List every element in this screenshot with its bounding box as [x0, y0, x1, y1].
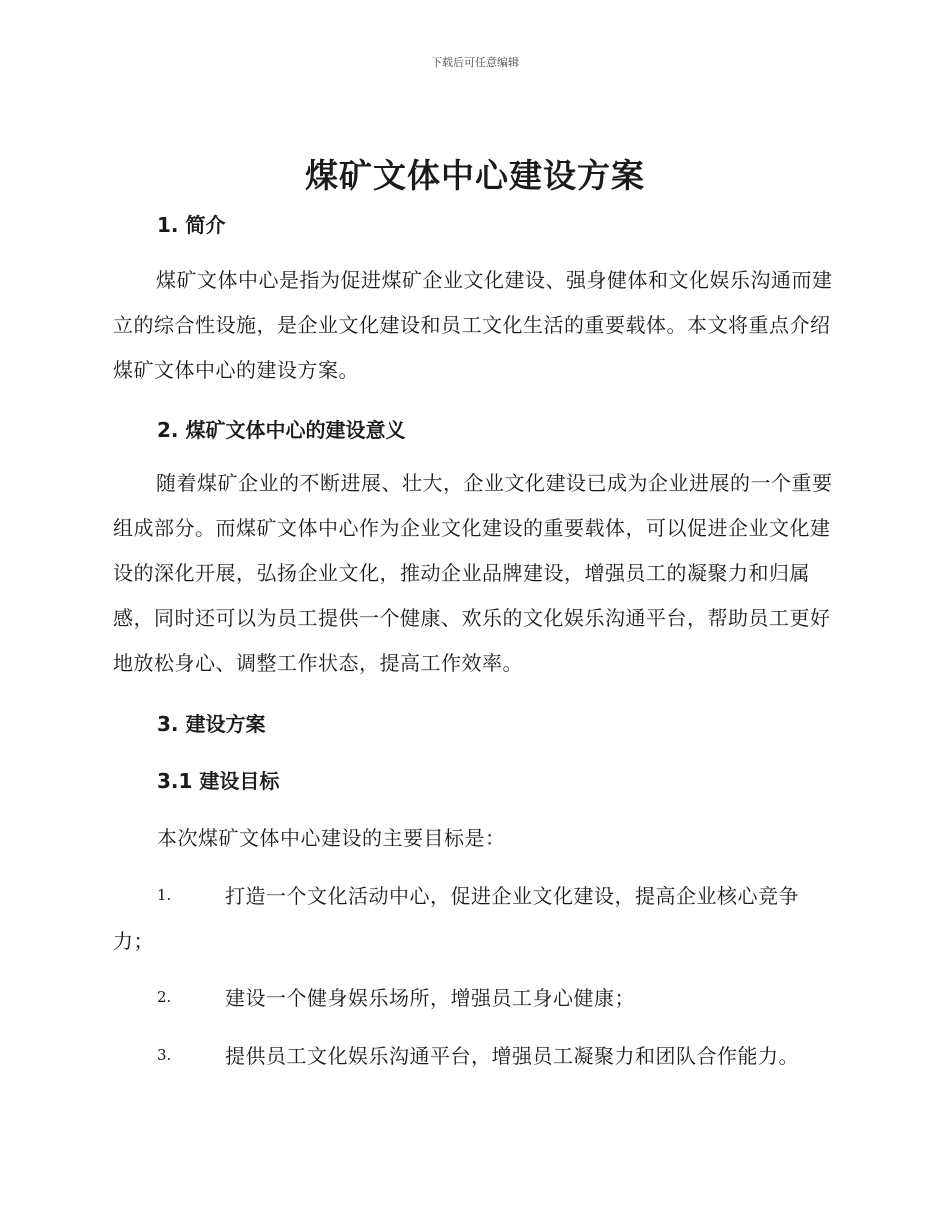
goals-intro: 本次煤矿文体中心建设的主要目标是： — [157, 826, 506, 850]
section-heading-plan: 3. 建设方案 — [157, 712, 266, 736]
list-item-text: 建设一个健身娱乐场所，增强员工身心健康； — [225, 986, 635, 1010]
list-item-number: 3. — [157, 1046, 172, 1064]
section-body-intro: 煤矿文体中心是指为促进煤矿企业文化建设、强身健体和文化娱乐沟通而建立的综合性设施，是企业文化建设和员工文化生活的重要载体。本文将重点介绍煤矿文体中心的建设方案。 — [113, 268, 833, 382]
subsection-heading-goals: 3.1 建设目标 — [157, 769, 280, 793]
section-heading-significance: 2. 煤矿文体中心的建设意义 — [157, 418, 406, 442]
section-body-significance: 随着煤矿企业的不断进展、壮大，企业文化建设已成为企业进展的一个重要组成部分。而煤矿文体中心作为企业文化建设的重要载体，可以促进企业文化建设的深化开展，弘扬企业文化，推动企业品牌建设，增强员工的凝聚力和归属感，同时还可以为员工提供一个健康、欢乐的文化娱乐沟通平台，帮助员工更好地放松身心、调整工作状态，提高工作效率。 — [113, 471, 833, 675]
section-heading-intro: 1. 简介 — [157, 213, 226, 237]
document-title: 煤矿文体中心建设方案 — [305, 156, 645, 195]
list-item-number: 2. — [157, 988, 172, 1006]
list-item-text: 提供员工文化娱乐沟通平台，增强员工凝聚力和团队合作能力。 — [225, 1044, 799, 1068]
list-item-text-continuation: 力； — [113, 929, 154, 953]
list-item-number: 1. — [157, 886, 172, 904]
page-header-note: 下载后可任意编辑 — [431, 56, 519, 69]
list-item-text: 打造一个文化活动中心，促进企业文化建设，提高企业核心竞争 — [225, 884, 799, 908]
